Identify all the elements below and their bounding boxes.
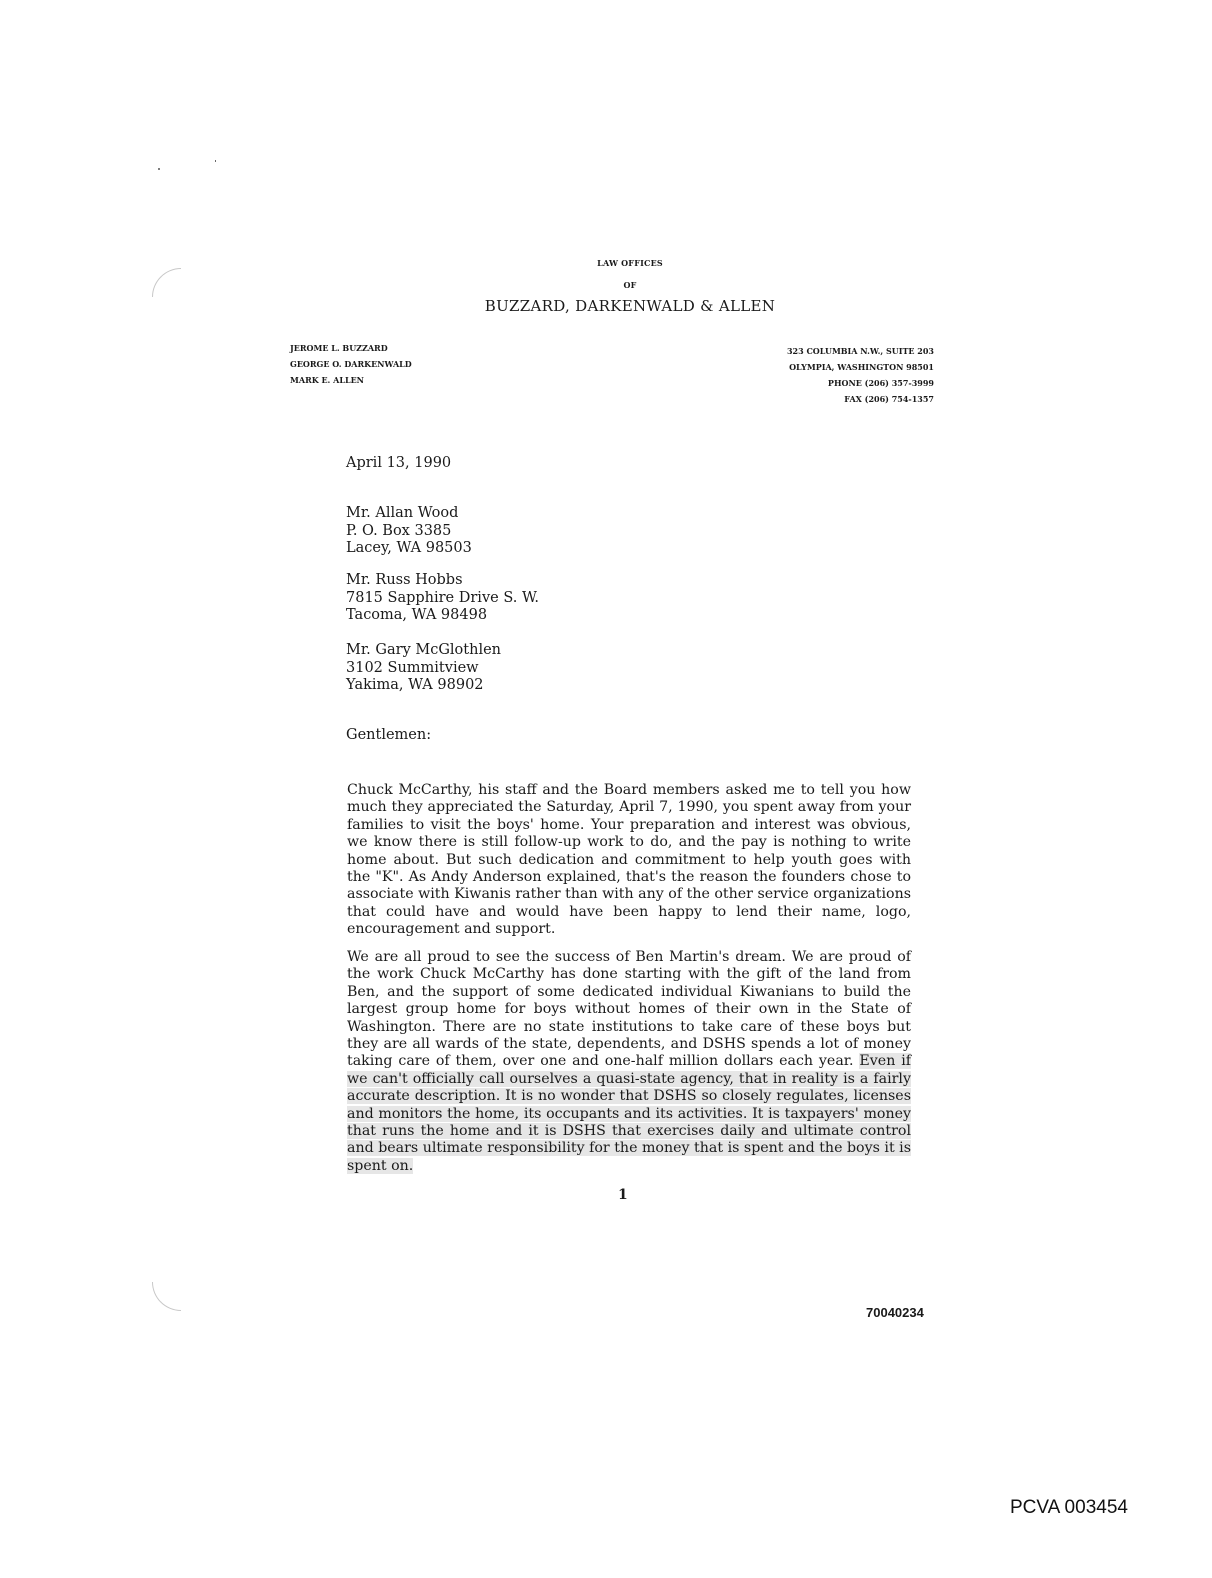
office-phone: PHONE (206) 357-3999 bbox=[827, 378, 934, 388]
partner-name: JEROME L. BUZZARD bbox=[290, 343, 388, 353]
office-fax: FAX (206) 754-1357 bbox=[844, 394, 934, 404]
firm-name: BUZZARD, DARKENWALD & ALLEN bbox=[484, 297, 776, 315]
recipient-city: Tacoma, WA 98498 bbox=[346, 607, 488, 623]
recipient-block bbox=[346, 505, 472, 558]
partner-list bbox=[290, 340, 412, 388]
page-number: 1 bbox=[618, 1187, 628, 1203]
recipient-street: P. O. Box 3385 bbox=[346, 522, 452, 539]
recipient-city: Lacey, WA 98503 bbox=[346, 540, 472, 556]
punch-hole-mark bbox=[152, 1282, 181, 1311]
recipient-name: Mr. Russ Hobbs bbox=[346, 572, 463, 588]
recipient-block bbox=[346, 572, 539, 625]
bates-number: PCVA 003454 bbox=[1010, 1497, 1128, 1518]
recipient-street: 3102 Summitview bbox=[346, 659, 479, 676]
scan-speck bbox=[215, 160, 216, 162]
document-code: 70040234 bbox=[866, 1305, 924, 1320]
office-city: OLYMPIA, WASHINGTON 98501 bbox=[789, 362, 934, 372]
scan-speck bbox=[158, 168, 160, 170]
letterhead-law-offices: LAW OFFICES bbox=[597, 258, 663, 268]
letter-date: April 13, 1990 bbox=[346, 455, 452, 471]
letterhead-of: OF bbox=[623, 280, 637, 290]
partner-name: GEORGE O. DARKENWALD bbox=[290, 359, 412, 369]
recipient-city: Yakima, WA 98902 bbox=[346, 677, 484, 693]
highlighted-text: Even if we can't officially call ourselves a quasi-state agency, that in reality is a fairly accurate description. It is no wonder that DSHS so closely regulates, licenses and monitors the home, its occupants and its activities. It is taxpayers' money that runs the home and it is DSHS that exercises daily and ultimate control and bears ultimate responsibility for the money that is spent and the boys it is spent on. bbox=[347, 1053, 911, 1174]
body-paragraph bbox=[347, 949, 911, 1175]
office-address-block bbox=[700, 343, 934, 407]
recipient-name: Mr. Allan Wood bbox=[346, 505, 459, 521]
body-paragraph: Chuck McCarthy, his staff and the Board members asked me to tell you how much they appreciated the Saturday, April 7, 1990, you spent away from your families to visit the boys' home. Your preparation and interest was obvious, we know there is still follow-up work to do, and the pay is nothing to write home about. But such dedication and commitment to help youth goes with the "K". As Andy Anderson explained, that's the reason the founders chose to associate with Kiwanis rather than with any of the other service organizations that could have and would have been happy to lend their name, logo, encouragement and support. bbox=[347, 782, 911, 938]
salutation: Gentlemen: bbox=[346, 727, 432, 743]
recipient-name: Mr. Gary McGlothlen bbox=[346, 642, 502, 658]
recipient-block bbox=[346, 642, 501, 695]
punch-hole-mark bbox=[152, 268, 181, 297]
office-street: 323 COLUMBIA N.W., SUITE 203 bbox=[786, 346, 934, 356]
partner-name: MARK E. ALLEN bbox=[290, 375, 364, 385]
recipient-street: 7815 Sapphire Drive S. W. bbox=[346, 589, 539, 606]
paragraph-text: We are all proud to see the success of Ben Martin's dream. We are proud of the work Chuck McCarthy has done starting with the gift of the land from Ben, and the support of some dedicated individual Kiwanians to build the largest group home for boys without homes of their own in the State of Washington. There are no state institutions to take care of these boys but they are all wards of the state, dependents, and DSHS spends a lot of money taking care of them, over one and one-half million dollars each year. bbox=[347, 949, 911, 1070]
